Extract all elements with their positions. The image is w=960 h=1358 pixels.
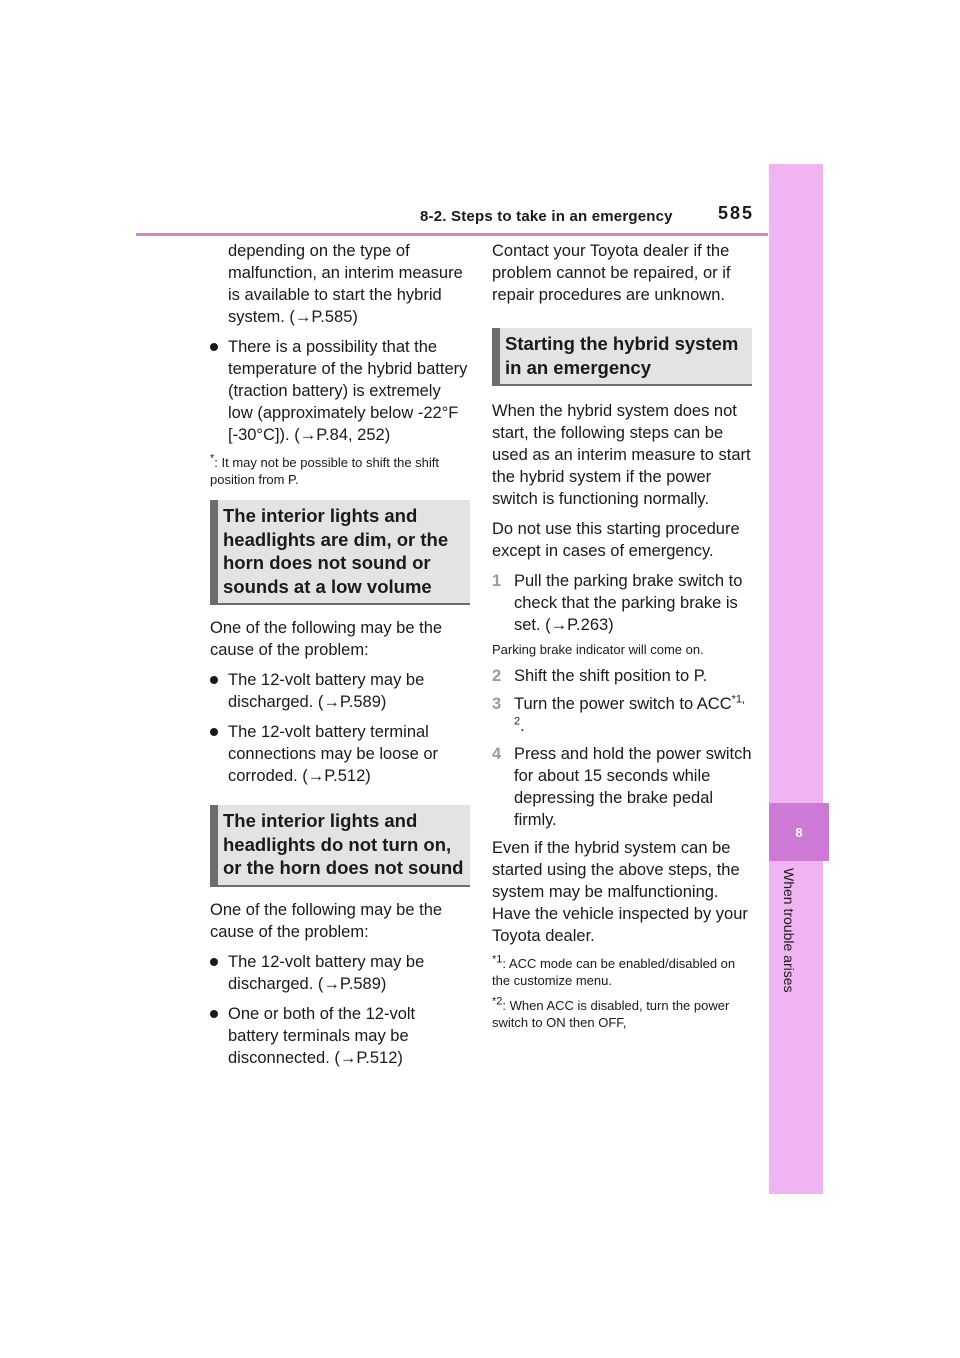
footnote-text: : ACC mode can be enabled/disabled on the customize menu.	[492, 956, 736, 988]
chapter-number-tab: 8	[769, 803, 829, 861]
emergency-warning-para: Do not use this starting procedure except in cases of emergency.	[492, 520, 740, 560]
bullet-text: One or both of the 12-volt battery terminals may be disconnected. (→P.512)	[228, 1004, 416, 1067]
bullet-item	[210, 721, 470, 787]
chapter-side-tab	[769, 164, 823, 1194]
step-note: Parking brake indicator will come on.	[492, 642, 704, 657]
section-heading-no-lights: The interior lights and headlights do not turn on, or the horn does not sound	[210, 805, 470, 887]
step-text: Shift the shift position to P.	[514, 667, 708, 685]
footnote-text: : It may not be possible to shift the shift position from P.	[210, 455, 440, 487]
bullet-icon	[210, 958, 218, 966]
bullet-icon	[210, 728, 218, 736]
step-text-tail: .	[520, 717, 525, 735]
step-text: Turn the power switch to ACC	[514, 695, 732, 713]
section-heading-dim-lights: The interior lights and headlights are dim, or the horn does not sound or sounds at a low volume	[210, 500, 470, 605]
bullet-icon	[210, 343, 218, 351]
step-item	[492, 693, 752, 737]
section-intro: One of the following may be the cause of the problem:	[210, 619, 443, 659]
intro-continuation: depending on the type of malfunction, an interim measure is available to start the hybrid system. (→P.585)	[228, 242, 463, 326]
bullet-icon	[210, 1010, 218, 1018]
bullet-text: There is a possibility that the temperature of the hybrid battery (traction battery) is extremely low (approximately below -22°F [-30°C]). (→P.84, 252)	[228, 338, 468, 444]
section-intro: One of the following may be the cause of the problem:	[210, 900, 443, 941]
chapter-label: When trouble arises	[781, 868, 797, 993]
bullet-icon	[210, 676, 218, 684]
inspection-para: Even if the hybrid system can be started using the above steps, the system may be malfunctioning. Have the vehicle inspected by your Toyota dealer.	[492, 839, 748, 945]
footnote	[492, 955, 752, 989]
header-rule	[136, 233, 768, 236]
right-column	[492, 240, 752, 1039]
step-number: 3	[492, 695, 502, 713]
step-superscript: *1, 2	[514, 693, 746, 728]
step-text: Pull the parking brake switch to check that the parking brake is set. (→P.263)	[514, 572, 743, 634]
bullet-text: The 12-volt battery terminal connections may be loose or corroded. (→P.512)	[228, 723, 439, 785]
step-number: 2	[492, 667, 502, 685]
emergency-start-para: When the hybrid system does not start, the following steps can be used as an interim measure to start the hybrid system if the power switch is functioning normally.	[492, 402, 751, 508]
section-title: 8-2. Steps to take in an emergency	[420, 208, 673, 225]
bullet-text: The 12-volt battery may be discharged. (→P.589)	[228, 952, 425, 993]
contact-dealer-text: Contact your Toyota dealer if the problem cannot be repaired, or if repair procedures are unknown.	[492, 242, 731, 304]
step-text: Press and hold the power switch for about 15 seconds while depressing the brake pedal firmly.	[514, 745, 752, 829]
footnote	[210, 454, 470, 488]
footnote-marker: *1	[492, 953, 503, 966]
page-number: 585	[718, 203, 755, 223]
footnote-text: : When ACC is disabled, turn the power switch to ON then OFF,	[492, 998, 730, 1030]
bullet-item	[210, 669, 470, 713]
step-item	[492, 665, 752, 687]
bullet-item	[210, 336, 470, 446]
bullet-item	[210, 951, 470, 995]
bullet-text: The 12-volt battery may be discharged. (→P.589)	[228, 671, 425, 711]
step-item	[492, 570, 752, 636]
step-number: 1	[492, 572, 502, 590]
footnote	[492, 997, 752, 1031]
footnote-marker: *2	[492, 995, 503, 1008]
left-column	[210, 240, 470, 1077]
bullet-item	[210, 1003, 470, 1069]
step-item	[492, 743, 752, 831]
step-number: 4	[492, 745, 502, 763]
footnote-marker: *	[210, 452, 215, 465]
section-heading-emergency-start: Starting the hybrid system in an emergency	[492, 328, 752, 386]
